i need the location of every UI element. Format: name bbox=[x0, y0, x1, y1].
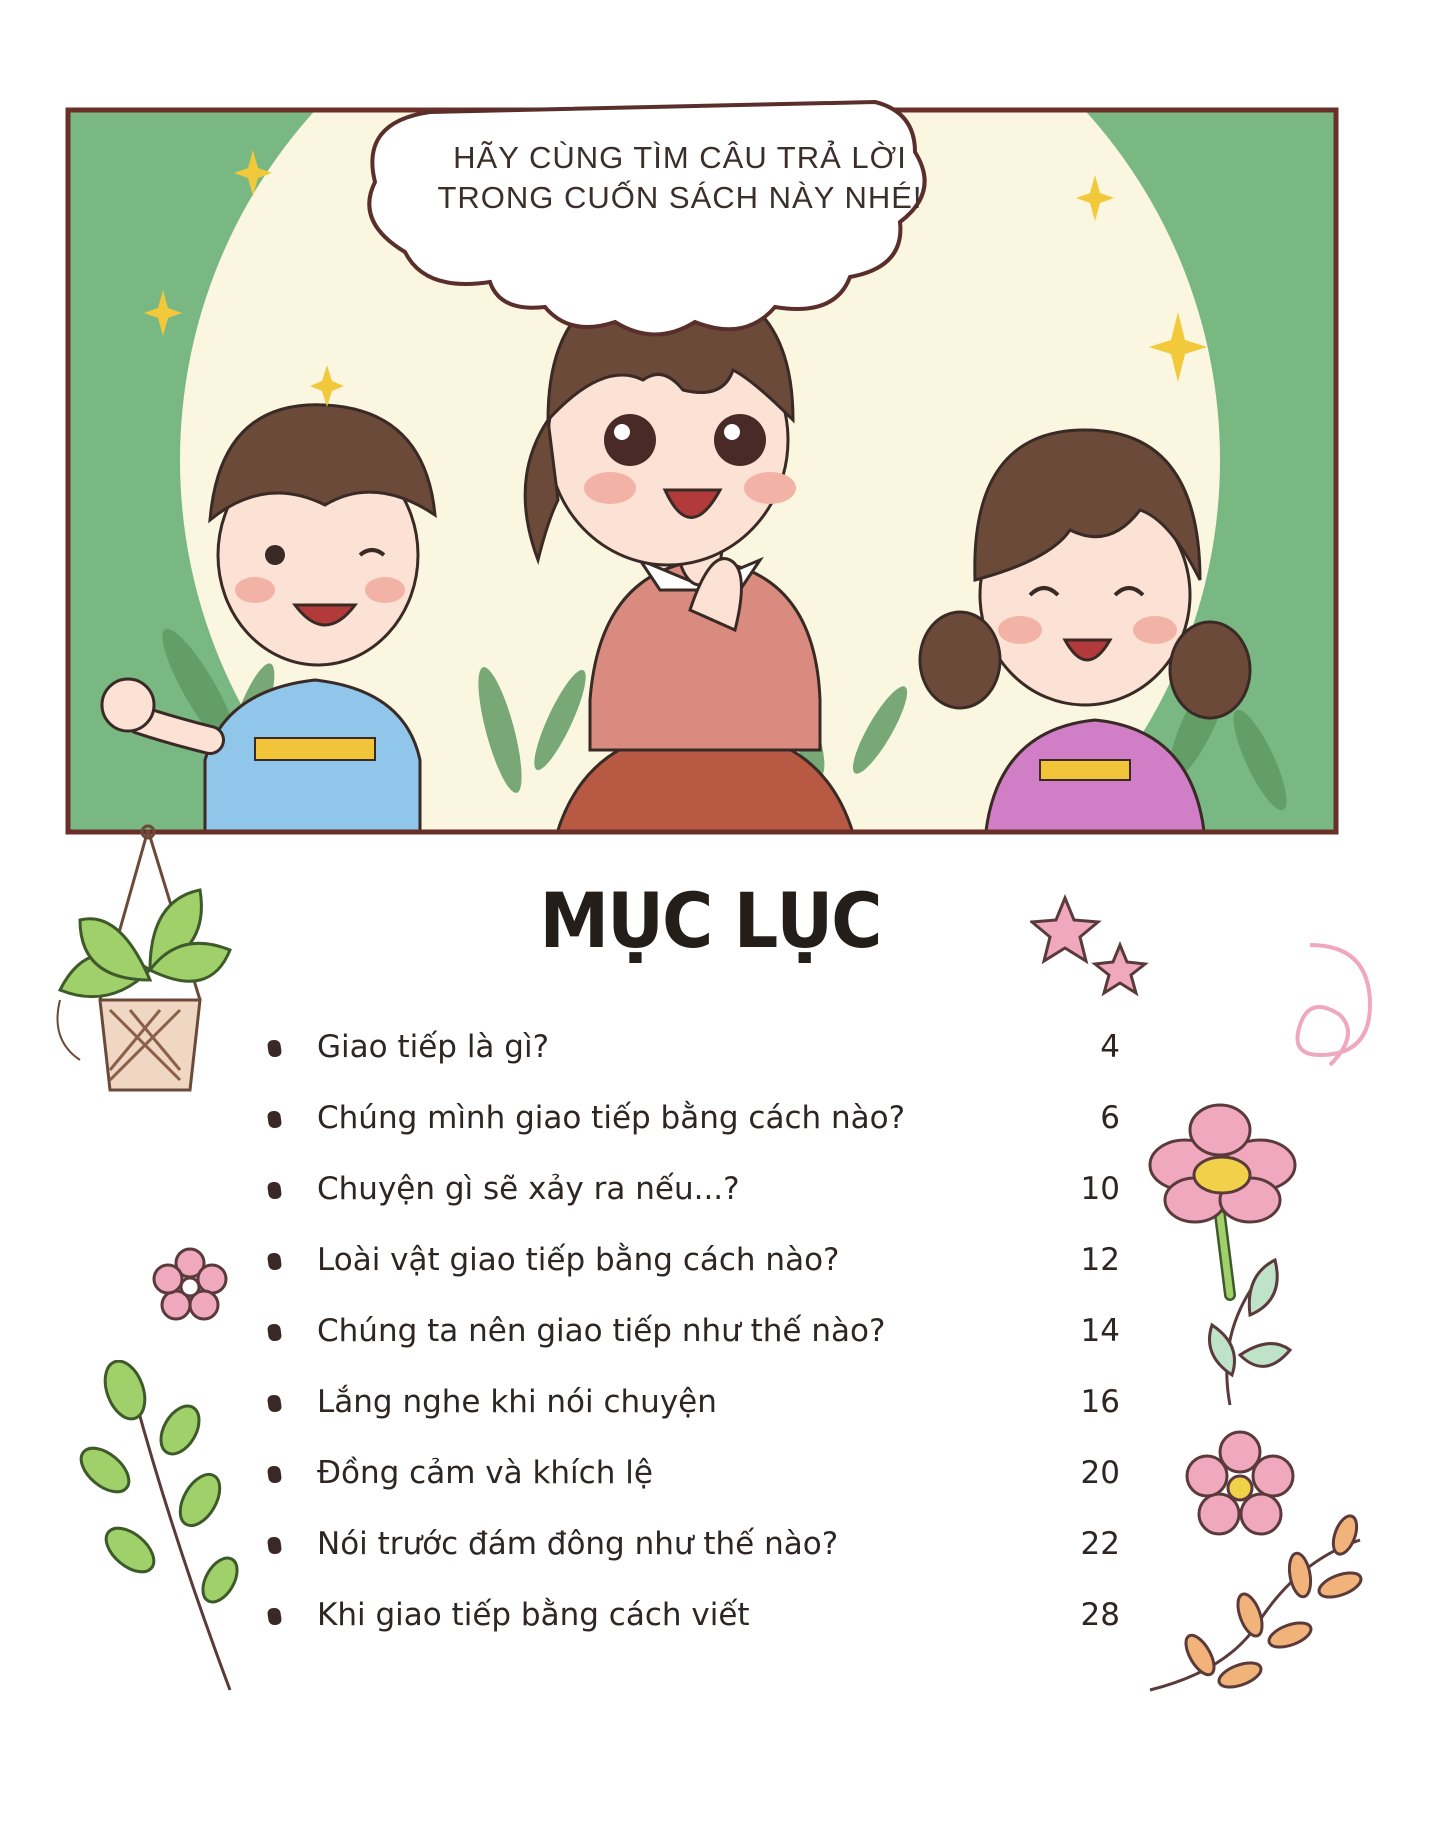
bullet-icon bbox=[267, 1110, 282, 1129]
toc-title: MỤC LỤC bbox=[539, 876, 881, 966]
toc-item-page: 16 bbox=[1080, 1384, 1120, 1420]
toc-item[interactable] bbox=[260, 1448, 1120, 1519]
illustration-canvas bbox=[0, 0, 1434, 850]
toc-item-page: 6 bbox=[1100, 1100, 1120, 1136]
toc-item[interactable] bbox=[260, 1235, 1120, 1306]
toc-item-page: 10 bbox=[1080, 1171, 1120, 1207]
toc-item-label: Chúng ta nên giao tiếp như thế nào? bbox=[317, 1313, 886, 1349]
toc-item-label: Đồng cảm và khích lệ bbox=[317, 1455, 653, 1491]
toc-item-label: Chúng mình giao tiếp bằng cách nào? bbox=[317, 1100, 906, 1136]
bullet-icon bbox=[267, 1394, 282, 1413]
toc-item-page: 4 bbox=[1100, 1029, 1120, 1065]
toc-item-page: 12 bbox=[1080, 1242, 1120, 1278]
toc-item[interactable] bbox=[260, 1022, 1120, 1093]
toc-item-page: 22 bbox=[1080, 1526, 1120, 1562]
toc-item[interactable] bbox=[260, 1590, 1120, 1661]
bullet-icon bbox=[267, 1039, 282, 1058]
speech-bubble-text bbox=[420, 138, 940, 218]
toc-item[interactable] bbox=[260, 1306, 1120, 1377]
toc-item[interactable] bbox=[260, 1164, 1120, 1235]
toc-item-label: Lắng nghe khi nói chuyện bbox=[317, 1384, 717, 1420]
toc-item-label: Nói trước đám đông như thế nào? bbox=[317, 1526, 839, 1562]
toc-item-label: Khi giao tiếp bằng cách viết bbox=[317, 1597, 750, 1633]
bullet-icon bbox=[267, 1607, 282, 1626]
bullet-icon bbox=[267, 1536, 282, 1555]
toc-list bbox=[260, 1022, 1120, 1661]
bullet-icon bbox=[267, 1252, 282, 1271]
bullet-icon bbox=[267, 1323, 282, 1342]
cover-illustration bbox=[0, 0, 1434, 850]
toc-item-label: Loài vật giao tiếp bằng cách nào? bbox=[317, 1242, 840, 1278]
hanging-plant-icon bbox=[30, 820, 290, 1120]
small-flower-icon bbox=[150, 1245, 230, 1325]
leafy-branch-icon bbox=[70, 1360, 250, 1700]
star-icon bbox=[1030, 890, 1150, 1000]
pink-flower-icon bbox=[1140, 1085, 1320, 1435]
toc-item-label: Giao tiếp là gì? bbox=[317, 1029, 550, 1065]
orange-branch-icon bbox=[1140, 1505, 1370, 1705]
toc-item-label: Chuyện gì sẽ xảy ra nếu...? bbox=[317, 1171, 740, 1207]
toc-item-page: 20 bbox=[1080, 1455, 1120, 1491]
bullet-icon bbox=[267, 1465, 282, 1484]
toc-item[interactable] bbox=[260, 1377, 1120, 1448]
toc-item[interactable] bbox=[260, 1093, 1120, 1164]
speech-line-1: HÃY CÙNG TÌM CÂU TRẢ LỜI bbox=[453, 140, 907, 175]
toc-item-page: 14 bbox=[1080, 1313, 1120, 1349]
swirl-icon bbox=[1290, 935, 1390, 1075]
bullet-icon bbox=[267, 1181, 282, 1200]
toc-item[interactable] bbox=[260, 1519, 1120, 1590]
toc-item-page: 28 bbox=[1080, 1597, 1120, 1633]
speech-line-2: TRONG CUỐN SÁCH NÀY NHÉ! bbox=[437, 180, 923, 215]
